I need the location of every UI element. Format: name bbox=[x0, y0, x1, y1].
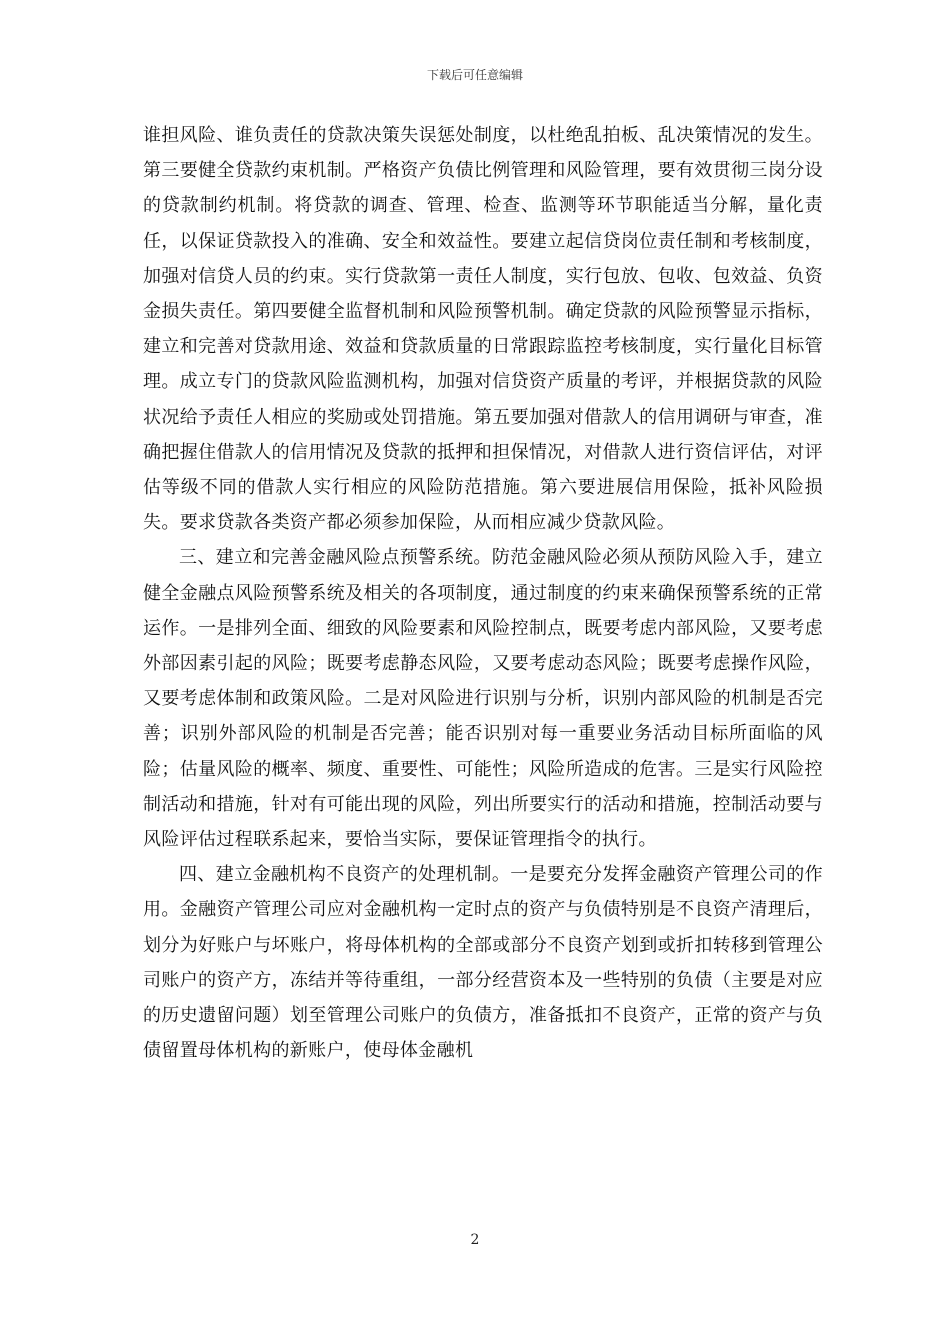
body-paragraph-section-three: 三、建立和完善金融风险点预警系统。防范金融风险必须从预防风险入手，建立健全金融点风险预警系统及相关的各项制度，通过制度的约束来确保预警系统的正常运作。一是排列全面、细致的风险要素和风险控制点，既要考虑内部风险，又要考虑外部因素引起的风险；既要考虑静态风险，又要考虑动态风险；既要考虑操作风险，又要考虑体制和政策风险。二是对风险进行识别与分析，识别内部风险的机制是否完善；识别外部风险的机制是否完善；能否识别对每一重要业务活动目标所面临的风险；估量风险的概率、频度、重要性、可能性；风险所造成的危害。三是实行风险控制活动和措施，针对有可能出现的风险，列出所要实行的活动和措施，控制活动要与风险评估过程联系起来，要恰当实际，要保证管理指令的执行。 bbox=[143, 547, 823, 851]
document-body bbox=[143, 118, 823, 1068]
page-number: 2 bbox=[470, 1232, 480, 1248]
body-paragraph-section-four: 四、建立金融机构不良资产的处理机制。一是要充分发挥金融资产管理公司的作用。金融资产管理公司应对金融机构一定时点的资产与负债特别是不良资产清理后，划分为好账户与坏账户，将母体机构的全部或部分不良资产划到或折扣转移到管理公司账户的资产方，冻结并等待重组，一部分经营资本及一些特别的负债（主要是对应的历史遗留问题）划至管理公司账户的负债方，准备抵扣不良资产，正常的资产与负债留置母体机构的新账户，使母体金融机 bbox=[143, 864, 823, 1062]
page-header: 下载后可任意编辑 bbox=[426, 68, 523, 82]
body-paragraph-continuation: 谁担风险、谁负责任的贷款决策失误惩处制度，以杜绝乱拍板、乱决策情况的发生。第三要健全贷款约束机制。严格资产负债比例管理和风险管理，要有效贯彻三岗分设的贷款制约机制。将贷款的调查、管理、检查、监测等环节职能适当分解，量化责任，以保证贷款投入的准确、安全和效益性。要建立起信贷岗位责任制和考核制度，加强对信贷人员的约束。实行贷款第一责任人制度，实行包放、包收、包效益、负资金损失责任。第四要健全监督机制和风险预警机制。确定贷款的风险预警显示指标，建立和完善对贷款用途、效益和贷款质量的日常跟踪监控考核制度，实行量化目标管理。成立专门的贷款风险监测机构，加强对信贷资产质量的考评，并根据贷款的风险状况给予责任人相应的奖励或处罚措施。第五要加强对借款人的信用调研与审查，准确把握住借款人的信用情况及贷款的抵押和担保情况，对借款人进行资信评估，对评估等级不同的借款人实行相应的风险防范措施。第六要进展信用保险，抵补风险损失。要求贷款各类资产都必须参加保险，从而相应减少贷款风险。 bbox=[143, 125, 823, 534]
